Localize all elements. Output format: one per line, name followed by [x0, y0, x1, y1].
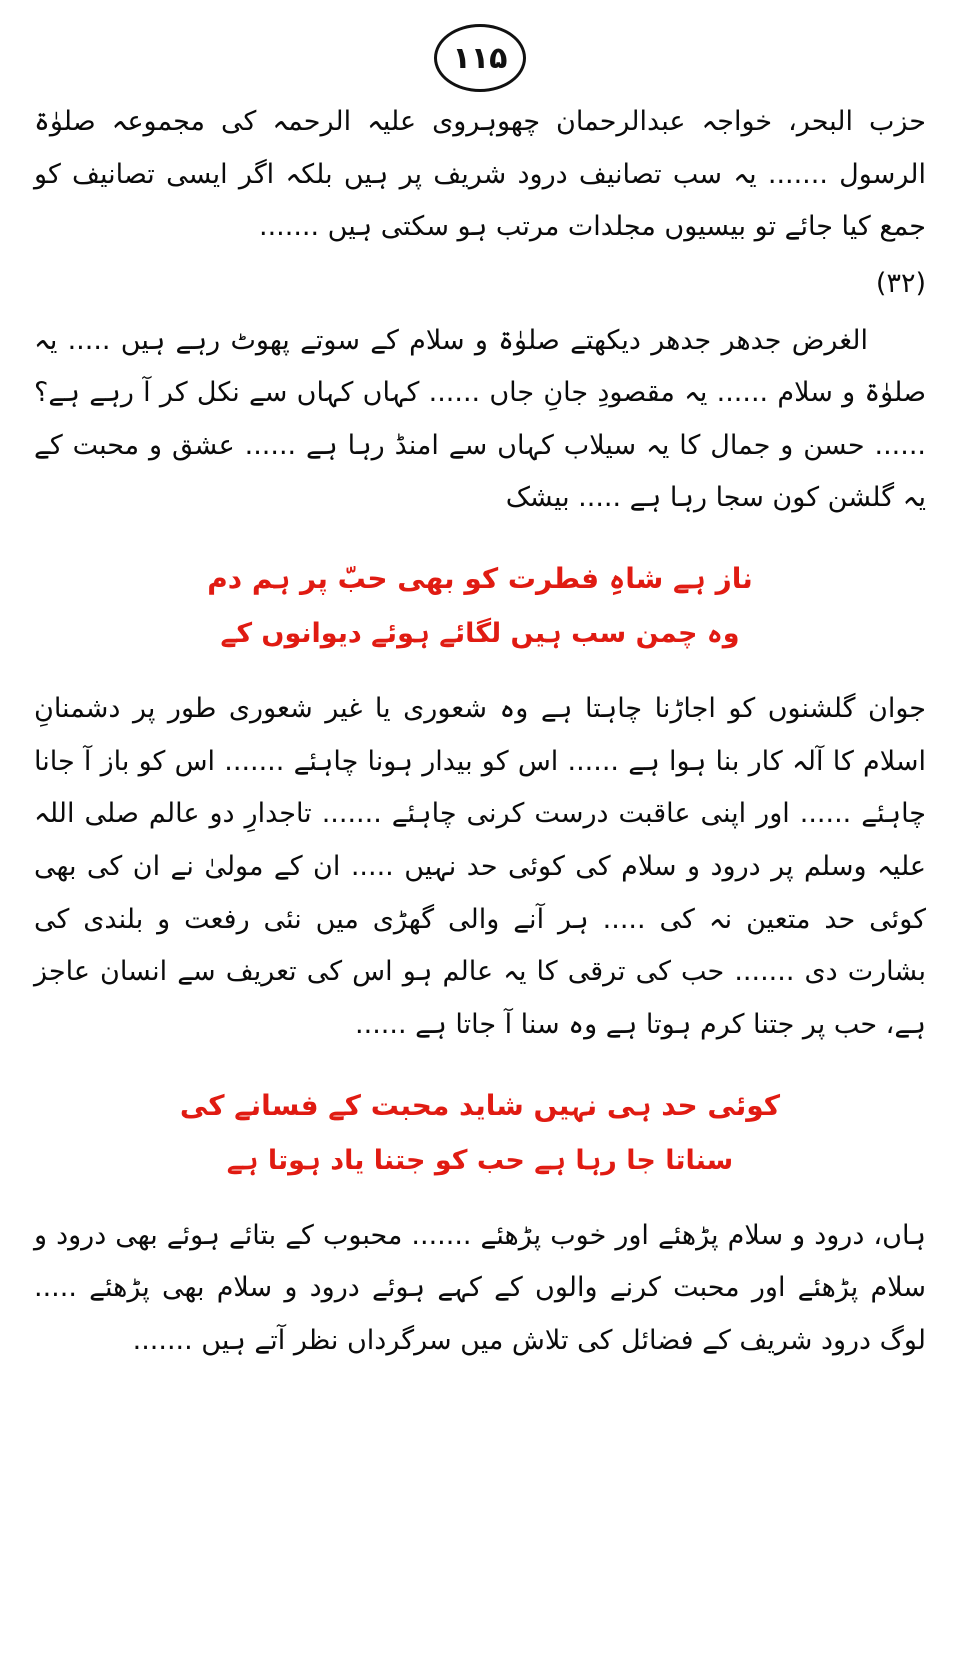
page-number-badge: ۱۱۵: [434, 24, 526, 92]
couplet-two: [34, 1078, 926, 1188]
couplet-one-line-2: وہ چمن سب ہیں لگائے ہوئے دیوانوں کے: [220, 618, 740, 650]
couplet-one-line-1: ناز ہے شاہِ فطرت کو بھی حبّ پر ہم دم: [207, 562, 753, 596]
page-number-container: [0, 0, 960, 96]
couplet-one: [34, 551, 926, 661]
paragraph-3: جوان گلشنوں کو اجاڑنا چاہتا ہے وہ شعوری یا غیر شعوری طور پر دشمنانِ اسلام کا آلہ کار بنا ہوا ہے ...... اس کو بیدار ہونا چاہئے ....... اس کو باز آ جانا چاہئے ...... اور اپنی عاقبت درست کرنی چاہئے ....... تاجدارِ دو عالم صلی اللہ علیہ وسلم پر درود و سلام کی کوئی حد نہیں ..... ان کے مولیٰ نے ان کی بھی کوئی حد متعین نہ کی ..... ہر آنے والی گھڑی میں نئی رفعت و بلندی کی بشارت دی ....... حب کی ترقی کا یہ عالم ہو اس کی تعریف سے انسان عاجز ہے، حب پر جتنا کرم ہوتا ہے وہ سنا آ جاتا ہے ......: [34, 693, 926, 1040]
paragraph-1: حزب البحر، خواجہ عبدالرحمان چھوہروی علیہ الرحمہ کی مجموعہ صلوٰۃ الرسول ....... یہ سب تصانیف درود شریف پر ہیں بلکہ اگر ایسی تصانیف کو جمع کیا جائے تو بیسیوں مجلدات مرتب ہو سکتی ہیں .......: [34, 106, 926, 243]
footnote-marker: (۳۲): [875, 267, 926, 299]
couplet-two-line-2: سناتا جا رہا ہے حب کو جتنا یاد ہوتا ہے: [226, 1144, 734, 1176]
page-content: [0, 96, 960, 1368]
paragraph-4: ہاں، درود و سلام پڑھئے اور خوب پڑھئے ....... محبوب کے بتائے ہوئے بھی درود و سلام پڑھئے اور محبت کرنے والوں کے کہے ہوئے درود و سلام بھی پڑھئے ..... لوگ درود شریف کے فضائل کی تلاش میں سرگرداں نظر آتے ہیں .......: [34, 1219, 926, 1356]
couplet-two-line-1: کوئی حد ہی نہیں شاید محبت کے فسانے کی: [179, 1088, 781, 1122]
paragraph-2: الغرض جدھر جدھر دیکھتے صلوٰۃ و سلام کے سوتے پھوٹ رہے ہیں ..... یہ صلوٰۃ و سلام ...... یہ مقصودِ جانِ جاں ...... کہاں کہاں سے نکل کر آ رہے ہے؟ ...... حسن و جمال کا یہ سیلاب کہاں سے امنڈ رہا ہے ...... عشق و محبت کے یہ گلشن کون سجا رہا ہے ..... بیشک: [34, 324, 926, 514]
